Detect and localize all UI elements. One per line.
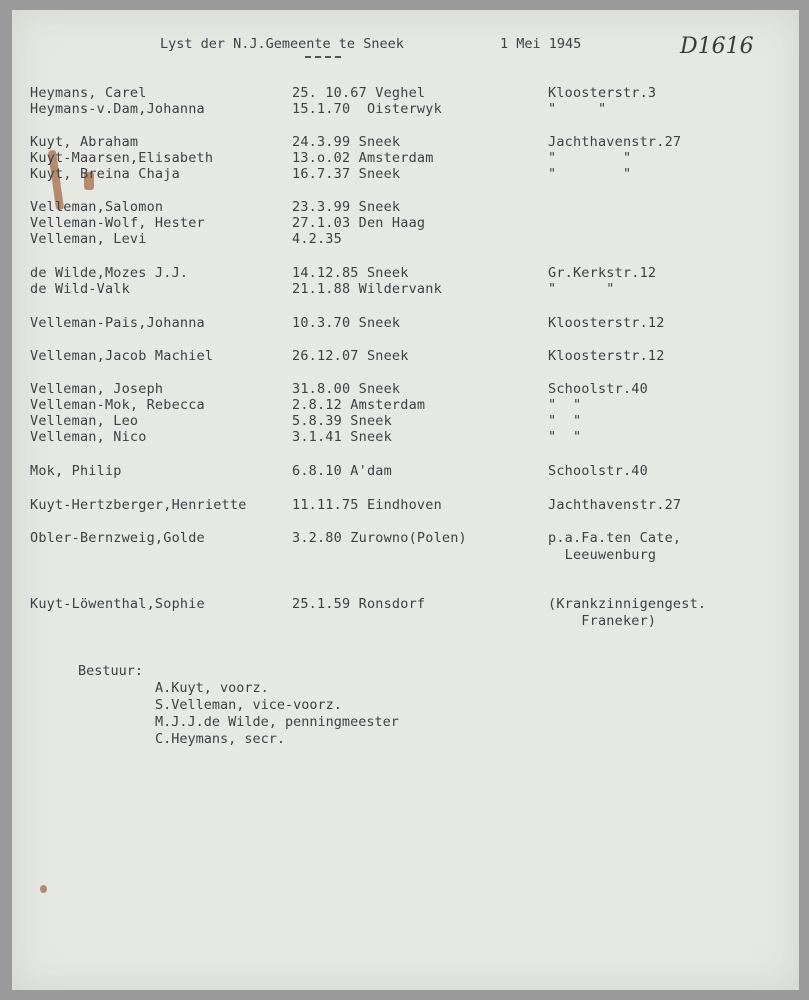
address: Jachthavenstr.27 (548, 134, 682, 150)
birth-date-place: 3.1.41 Sneek (292, 429, 392, 445)
person-name: Kuyt-Maarsen,Elisabeth (30, 150, 214, 166)
address: Gr.Kerkstr.12 (548, 265, 657, 281)
person-name: Kuyt, Breina Chaja (30, 166, 180, 182)
birth-date-place: 6.8.10 A'dam (292, 463, 392, 479)
person-name: Velleman, Leo (30, 413, 139, 429)
document-date: 1 Mei 1945 (500, 36, 582, 52)
birth-date-place: 13.o.02 Amsterdam (292, 150, 434, 166)
birth-date-place: 4.2.35 (292, 231, 342, 247)
birth-date-place: 15.1.70 Oisterwyk (292, 101, 442, 117)
person-name: Velleman, Nico (30, 429, 147, 445)
person-name: Velleman,Salomon (30, 199, 164, 215)
person-name: Velleman-Mok, Rebecca (30, 397, 205, 413)
birth-date-place: 5.8.39 Sneek (292, 413, 392, 429)
person-name: de Wilde,Mozes J.J. (30, 265, 189, 281)
address: " " (548, 397, 582, 413)
address: (Krankzinnigengest. (548, 596, 707, 612)
rust-stain (40, 885, 47, 893)
board-member: S.Velleman, vice-voorz. (155, 697, 342, 713)
birth-date-place: 10.3.70 Sneek (292, 315, 401, 331)
title-underline (305, 56, 341, 58)
address: " " (548, 429, 582, 445)
person-name: Velleman-Wolf, Hester (30, 215, 205, 231)
board-title: Bestuur: (78, 663, 144, 679)
address: " " (548, 413, 582, 429)
birth-date-place: 23.3.99 Sneek (292, 199, 401, 215)
board-member: C.Heymans, secr. (155, 731, 286, 747)
address: Schoolstr.40 (548, 463, 648, 479)
person-name: Kuyt, Abraham (30, 134, 139, 150)
birth-date-place: 31.8.00 Sneek (292, 381, 401, 397)
board-member: A.Kuyt, voorz. (155, 680, 269, 696)
person-name: Kuyt-Löwenthal,Sophie (30, 596, 205, 612)
person-name: de Wild-Valk (30, 281, 130, 297)
birth-date-place: 2.8.12 Amsterdam (292, 397, 426, 413)
person-name: Velleman,Jacob Machiel (30, 348, 214, 364)
address: Franeker) (548, 613, 657, 629)
address: Kloosterstr.12 (548, 315, 665, 331)
address: Kloosterstr.3 (548, 85, 657, 101)
person-name: Velleman, Joseph (30, 381, 164, 397)
birth-date-place: 27.1.03 Den Haag (292, 215, 426, 231)
address: Schoolstr.40 (548, 381, 648, 397)
birth-date-place: 25.1.59 Ronsdorf (292, 596, 426, 612)
birth-date-place: 25. 10.67 Veghel (292, 85, 426, 101)
address: Kloosterstr.12 (548, 348, 665, 364)
person-name: Heymans-v.Dam,Johanna (30, 101, 205, 117)
address: " " (548, 281, 615, 297)
address: " " (548, 150, 632, 166)
birth-date-place: 26.12.07 Sneek (292, 348, 409, 364)
document-title: Lyst der N.J.Gemeente te Sneek (160, 36, 404, 52)
address: " " (548, 166, 632, 182)
birth-date-place: 24.3.99 Sneek (292, 134, 401, 150)
address: " " (548, 101, 607, 117)
birth-date-place: 11.11.75 Eindhoven (292, 497, 442, 513)
address: Jachthavenstr.27 (548, 497, 682, 513)
address: Leeuwenburg (548, 547, 657, 563)
board-member: M.J.J.de Wilde, penningmeester (155, 714, 399, 730)
archive-reference: D1616 (680, 34, 754, 59)
birth-date-place: 3.2.80 Zurowno(Polen) (292, 530, 467, 546)
person-name: Obler-Bernzweig,Golde (30, 530, 205, 546)
birth-date-place: 21.1.88 Wildervank (292, 281, 442, 297)
person-name: Velleman, Levi (30, 231, 147, 247)
person-name: Kuyt-Hertzberger,Henriette (30, 497, 247, 513)
address: p.a.Fa.ten Cate, (548, 530, 682, 546)
birth-date-place: 14.12.85 Sneek (292, 265, 409, 281)
birth-date-place: 16.7.37 Sneek (292, 166, 401, 182)
person-name: Heymans, Carel (30, 85, 147, 101)
person-name: Mok, Philip (30, 463, 122, 479)
person-name: Velleman-Pais,Johanna (30, 315, 205, 331)
